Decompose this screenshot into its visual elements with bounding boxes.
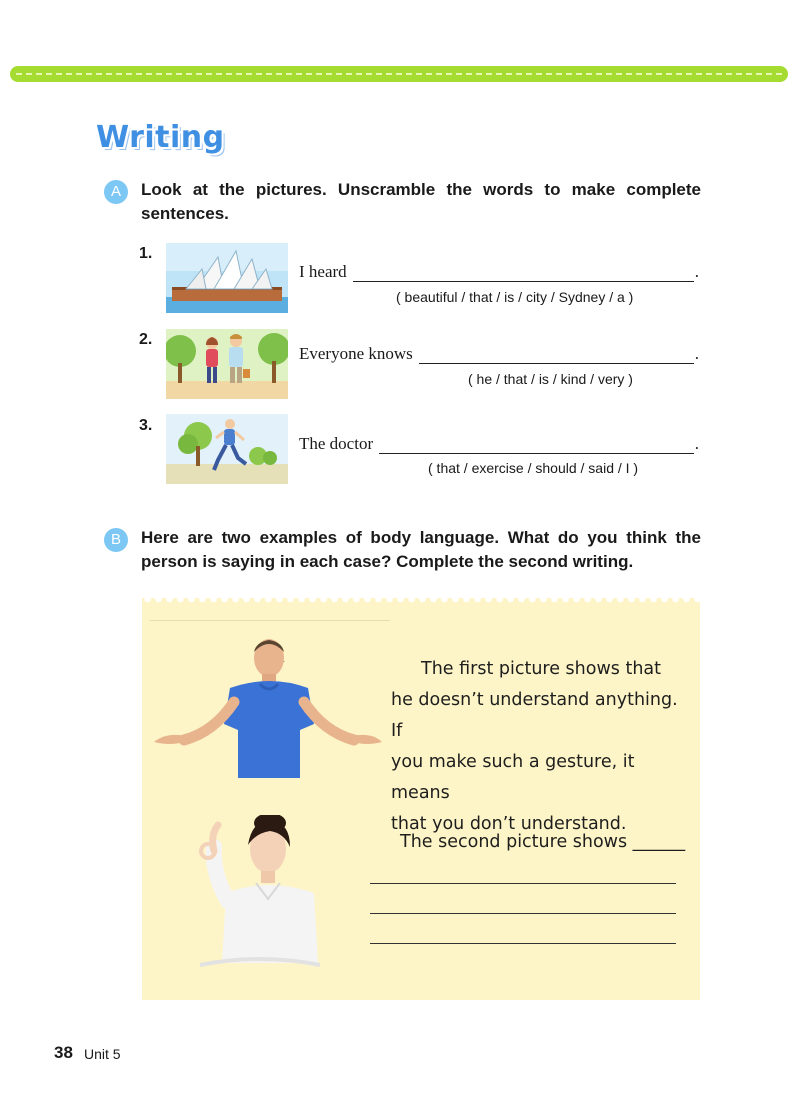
paragraph-line-2: he doesn’t understand anything. If bbox=[391, 690, 678, 741]
item-1-period: . bbox=[694, 262, 699, 281]
section-title: Writing bbox=[96, 120, 225, 155]
notepad-rule bbox=[150, 620, 390, 621]
item-1-answer-blank[interactable] bbox=[353, 263, 694, 282]
item-1-hint: ( beautiful / that / is / city / Sydney / a ) bbox=[396, 289, 634, 305]
walking-couple-icon bbox=[166, 329, 288, 399]
jogging-man-icon bbox=[166, 414, 288, 484]
item-1-sentence bbox=[299, 262, 699, 282]
answer-line-1[interactable] bbox=[370, 883, 676, 884]
unit-label: Unit 5 bbox=[84, 1046, 121, 1062]
paragraph-line-1: The first picture shows that bbox=[421, 659, 662, 679]
part-b-badge: B bbox=[104, 528, 128, 552]
part-b-instruction: Here are two examples of body language. What do you think the person is saying in each case? Complete the second writing. bbox=[141, 528, 701, 571]
item-1-prompt: I heard bbox=[299, 262, 347, 281]
item-2-hint: ( he / that / is / kind / very ) bbox=[468, 371, 633, 387]
item-2-number: 2. bbox=[139, 331, 153, 348]
item-3-answer-blank[interactable] bbox=[379, 435, 694, 454]
part-a-badge: A bbox=[104, 180, 128, 204]
paragraph-line-3: you make such a gesture, it means bbox=[391, 752, 635, 803]
second-picture-prompt: The second picture shows ______ bbox=[400, 832, 686, 852]
shrugging-man-icon bbox=[150, 632, 382, 778]
answer-line-2[interactable] bbox=[370, 913, 676, 914]
item-2-sentence bbox=[299, 344, 699, 364]
page-number: 38 bbox=[54, 1043, 73, 1062]
item-3-sentence bbox=[299, 434, 699, 454]
ok-gesture-woman-icon bbox=[190, 815, 320, 971]
top-decorative-band bbox=[10, 66, 788, 82]
item-1-number: 1. bbox=[139, 245, 153, 262]
paragraph-line-4: that you don’t understand. bbox=[391, 814, 627, 834]
item-3-period: . bbox=[694, 434, 699, 453]
example-paragraph bbox=[391, 654, 686, 840]
item-2-prompt: Everyone knows bbox=[299, 344, 413, 363]
item-3-prompt: The doctor bbox=[299, 434, 374, 453]
part-a-instruction: Look at the pictures. Unscramble the words to make complete sentences. bbox=[141, 180, 701, 223]
item-3-hint: ( that / exercise / should / said / I ) bbox=[428, 460, 639, 476]
item-2-period: . bbox=[694, 344, 699, 363]
opera-house-icon bbox=[166, 243, 288, 313]
answer-line-3[interactable] bbox=[370, 943, 676, 944]
item-3-number: 3. bbox=[139, 417, 153, 434]
notepad-perforation bbox=[142, 594, 700, 604]
item-2-answer-blank[interactable] bbox=[419, 345, 694, 364]
